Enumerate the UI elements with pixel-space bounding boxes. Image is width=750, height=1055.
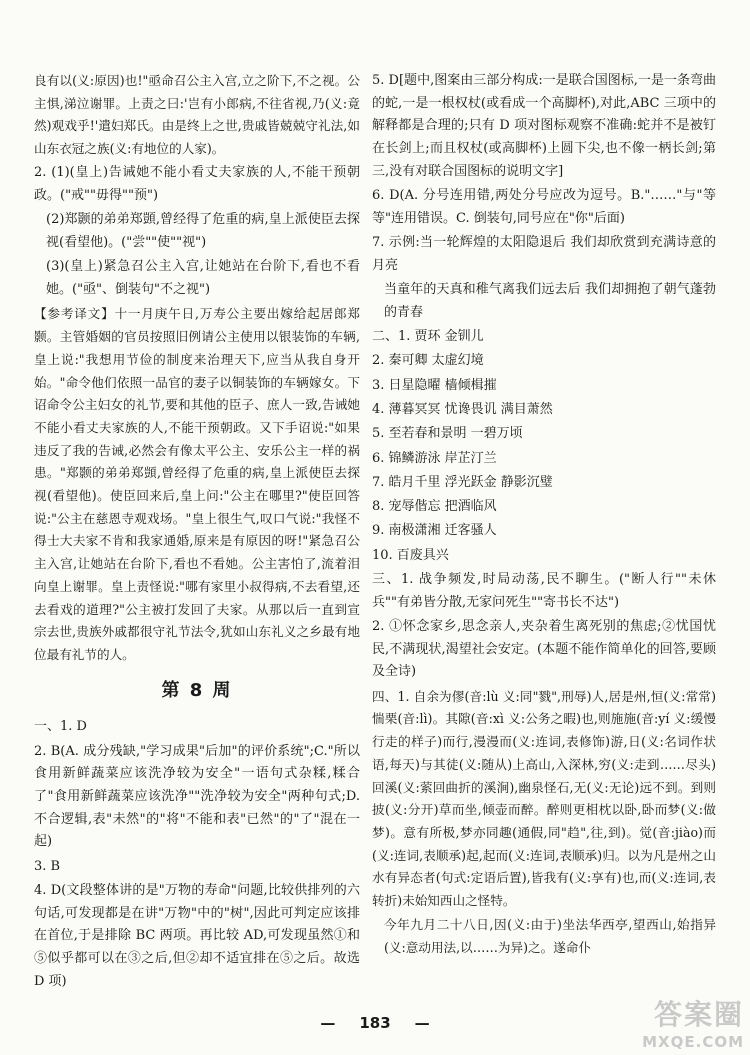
answer-2-3r: 3. 日星隐曜 樯倾楫摧	[372, 377, 497, 393]
answer-2-1: 二、1. 贾环 金钏儿	[372, 329, 484, 345]
right-column	[372, 70, 716, 961]
watermark-logo: 答案圈 MXQE.COM	[642, 998, 744, 1051]
answer-2-10: 10. 百废具兴	[372, 547, 449, 563]
reference-translation: 【参考译文】十一月庚午日,万寿公主要出嫁给起居郎郑颢。主管婚姻的官员按照旧例请公主使用以银装饰的车辆,皇上说:"我想用节俭的制度来治理天下,应当从我自身开始。"命令他们依照一品官的妻子以铜装饰的车辆嫁女。下诏命令公主妇女的礼节,要和其他的臣子、庶人一致,告诫她不能小看丈夫家族的人,不能干预朝政。又下手诏说:"如果违反了我的告诫,必然会有像太平公主、安乐公主一样的祸患。"郑颢的弟弟郑顗,曾经得了危重的病,皇上派使臣去探视(看望他)。使臣回来后,皇上问:"公主在哪里?"使臣回答说:"公主在慈恩寺观戏场。"皇上很生气,叹口气说:"我怪不得士大夫家不肯和我家通婚,原来是有原因的呀!"紧急召公主入宫,让她站在台阶下,看也不看她。公主害怕了,流着泪向皇上谢罪。皇上责怪说:"哪有家里小叔得病,不去看望,还去看戏的道理?"公主被打发回了夫家。从那以后一直到宣宗去世,贵族外戚都很守礼节法令,犹如山东礼义之乡最有地位最有礼节的人。	[34, 306, 360, 662]
answer-4-1-cont: 今年九月二十八日,因(义:由于)坐法华西亭,望西山,始指异(义:意动用法,以……为异)之。遂命仆	[384, 917, 716, 956]
answer-2-2: (2)郑颢的弟弟郑顗,曾经得了危重的病,皇上派使臣去探视(看望他)。("尝""使""视")	[46, 212, 360, 251]
answer-1-2: 2. B(A. 成分残缺,"学习成果"后加"的评价系统";C."所以食用新鲜蔬菜应该洗净较为安全"一语句式杂糅,糅合了"食用新鲜蔬菜应该洗净""洗净较为安全"两种句式;D. 不合逻辑,表"未然"的"将"不能和表"已然"的"了"混在一起)	[34, 743, 360, 850]
answer-2-8: 8. 宠辱偕忘 把酒临风	[372, 499, 497, 515]
answer-1-7: 7. 示例:当一轮辉煌的太阳隐退后 我们却欣赏到充满诗意的月亮	[372, 235, 716, 273]
week-title: 第 8 周	[161, 679, 233, 701]
answer-2: 2. (1)(皇上)告诫她不能小看丈夫家族的人,不能干预朝政。("戒""毋得""预")	[34, 165, 360, 204]
left-column	[34, 70, 360, 995]
answer-1-7-b: 当童年的天真和稚气离我们远去后 我们却拥抱了朝气蓬勃的青春	[384, 282, 716, 320]
answer-2-2r: 2. 秦可卿 太虚幻境	[372, 353, 484, 369]
answer-1-6: 6. D(A. 分号连用错,两处分号应改为逗号。B."……"与"等等"连用错误。C. 倒装句,同号应在"你"后面)	[372, 188, 716, 226]
answer-4-1: 四、1. 自余为僇(音:lù 义:同"戮",刑辱)人,居是州,恒(义:常常)惴栗(音:lì)。其隙(音:xì 义:公务之暇)也,则施施(音:yí 义:缓慢行走的样子)而行,漫漫而(义:连词,表修饰)游,日(义:名词作状语,每天)与其徒(义:随从)上高山,入深林,穷(义:走到……尽头)回溪(义:萦回曲折的溪涧),幽泉怪石,无(义:无论)远不到。到则披(义:分开)草而坐,倾壶而醉。醉则更相枕以卧,卧而梦(义:做梦)。意有所极,梦亦同趣(通假,同"趋",往,到)。觉(音:jiào)而(义:连词,表顺承)起,起而(义:连词,表顺承)归。以为凡是州之山水有异态者(句式:定语后置),皆我有(义:享有)也,而(义:连词,表转折)未始知西山之怪特。	[372, 688, 716, 909]
answer-2-3: (3)(皇上)紧急召公主入宫,让她站在台阶下,看也不看她。("亟"、倒装句"不之视")	[46, 259, 360, 298]
page-number: — 183 —	[320, 1014, 430, 1032]
answer-1-5: 5. D[题中,图案由三部分构成:一是联合国图标,一是一条弯曲的蛇,一是一根权杖(或看成一个高脚杯),对此,ABC 三项中的解释都是合理的;只有 D 项对图标观察不准确:蛇并不是被钉在长剑上;而且权杖(或高脚杯)上圆下尖,也不像一柄长剑;第三,没有对联合国图标的说明文字]	[372, 73, 716, 179]
answer-3-2: 2. ①怀念家乡,思念亲人,夹杂着生离死别的焦虑;②忧国忧民,不满现状,渴望社会安定。(本题不能作简单化的回答,要顾及全诗)	[372, 619, 716, 680]
answer-2-9: 9. 南极潇湘 迁客骚人	[372, 523, 497, 539]
answer-2-5: 5. 至若春和景明 一碧万顷	[372, 426, 523, 442]
translation-tail: 良有以(义:原因)也!"亟命召公主入宫,立之阶下,不之视。公主惧,涕泣谢罪。上责之曰:'岂有小郎病,不往省视,乃(义:竟然)观戏乎!'遣妇郑氏。由是终上之世,贵戚皆兢兢守礼法,如山东衣冠之族(义:有地位的人家)。	[34, 73, 360, 157]
answer-3-1: 三、1. 战争频发,时局动荡,民不聊生。("断人行""未休兵""有弟皆分散,无家问死生""寄书长不达")	[372, 572, 716, 610]
answer-1-3: 3. B	[34, 858, 61, 874]
answer-2-4: 4. 薄暮冥冥 忧谗畏讥 满目萧然	[372, 402, 553, 417]
answer-2-6: 6. 锦鳞游泳 岸芷汀兰	[372, 450, 497, 466]
answer-1-4: 4. D(文段整体讲的是"万物的寿命"问题,比较供排列的六句话,可发现都是在讲"万物"中的"树",因此可判定应该排在首位,于是排除 BC 两项。再比较 AD,可发现虽然①和⑤似乎都可以在③之后,但②却不适宜排在⑤之后。故选 D 项)	[34, 883, 360, 989]
answer-1-1: 一、1. D	[34, 719, 87, 735]
answer-2-7: 7. 皓月千里 浮光跃金 静影沉璧	[372, 474, 553, 490]
